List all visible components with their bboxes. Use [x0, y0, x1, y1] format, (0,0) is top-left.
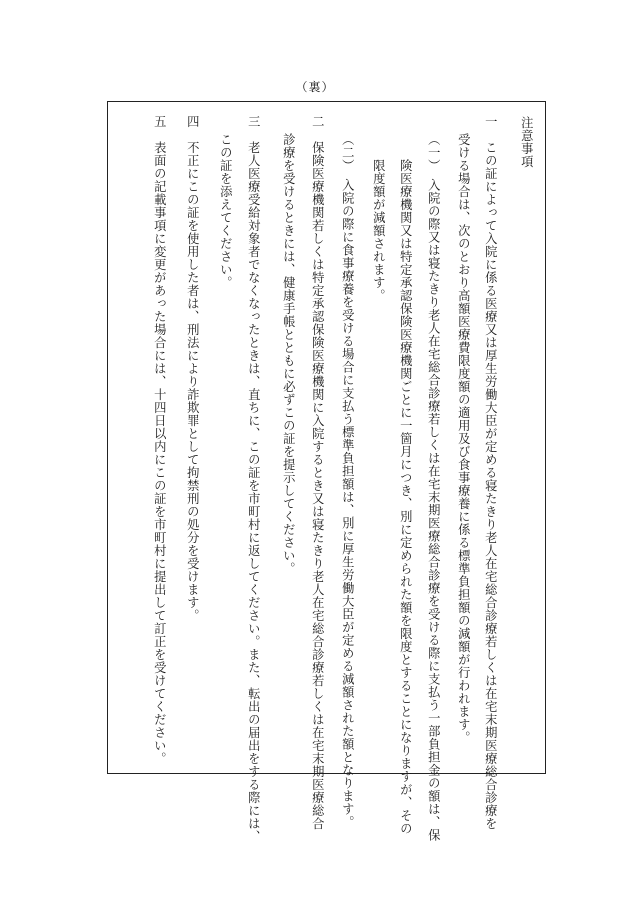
note-item-5: 五 表面の記載事項に変更があった場合には、十四日以内にこの証を市町村に提出して訂正を受けてください。 [152, 115, 167, 765]
note-item-3-line-2: この証を添えてください。 [218, 133, 233, 289]
note-item-3-line-1: 三 老人医療受給対象者でなくなったときは、直ちに、この証を市町村に返してください。また、転出の届出をする際には、 [246, 115, 261, 843]
page-side-caption: （裏） [295, 80, 335, 94]
notes-heading: 注意事項 [519, 116, 534, 168]
note-item-4: 四 不正にこの証を使用した者は、刑法により詐欺罪として拘禁刑の処分を受けます。 [185, 115, 200, 622]
note-item-2-line-2: 診療を受けるときには、健康手帳とともに必ずこの証を提示してください。 [281, 133, 296, 575]
note-item-1-line-2: 受ける場合は、次のとおり高額医療費限度額の適用及び食事療養に係る標準負担額の減額が行われます。 [456, 133, 471, 744]
note-sub-2: （二） 入院の際に食事療養を受ける場合に支払う標準負担額は、別に厚生労働大臣が定める減額された額となります。 [340, 133, 355, 829]
note-sub-1-line-3: 限度額が減額されます。 [371, 159, 386, 302]
notes-frame [107, 101, 546, 843]
note-item-1-line-1: 一 この証によって入院に係る医療又は厚生労働大臣が定める寝たきり老人在宅総合診療若しくは在宅末期医療総合診療を [483, 115, 498, 830]
note-item-2-line-1: 二 保険医療機関若しくは特定承認保険医療機関に入院するとき又は寝たきり老人在宅総合診療若しくは在宅末期医療総合 [310, 115, 325, 830]
note-sub-1-line-2: 険医療機関又は特定承認保険医療機関ごとに一箇月につき、別に定められた額を限度とすることになりますが、その [398, 159, 413, 835]
note-sub-1-line-1: （一） 入院の際又は寝たきり老人在宅総合診療若しくは在宅末期医療総合診療を受ける際に支払う一部負担金の額は、保 [426, 133, 441, 842]
